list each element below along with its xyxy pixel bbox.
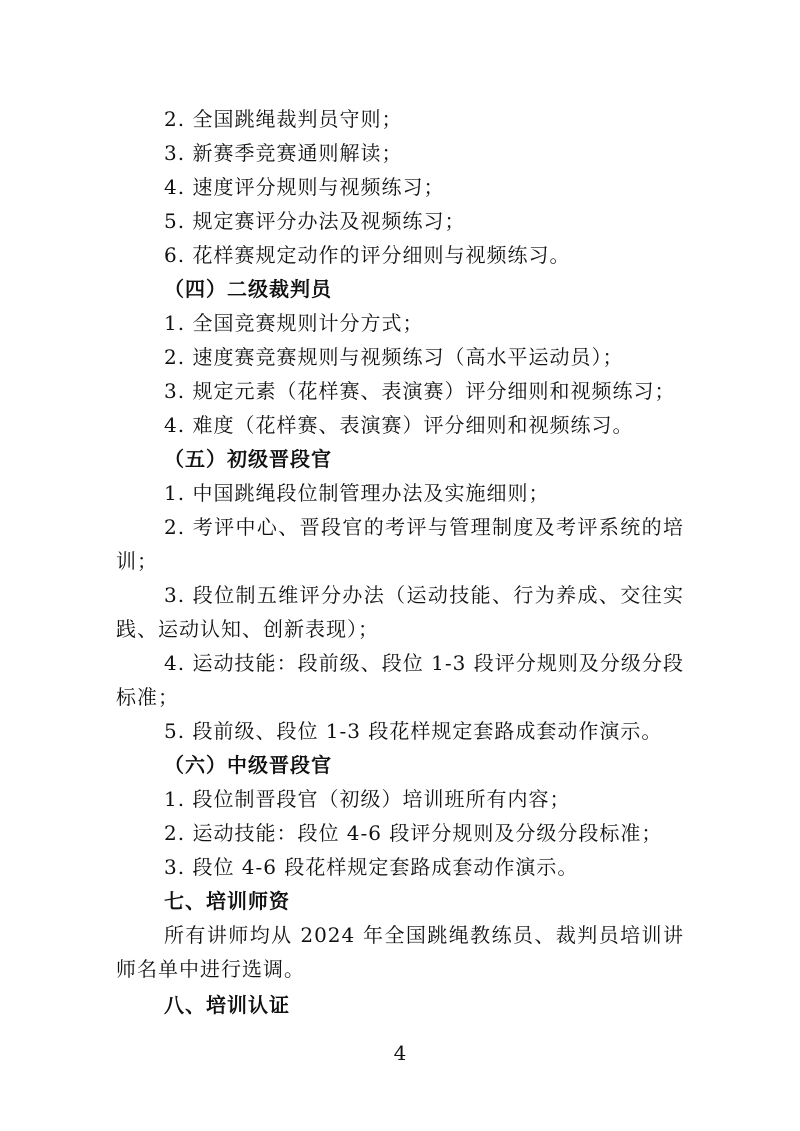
list-item: 2. 考评中心、晋段官的考评与管理制度及考评系统的培 <box>164 515 684 539</box>
list-item: 5. 段前级、段位 1-3 段花样规定套路成套动作演示。 <box>164 719 663 743</box>
list-item: 3. 规定元素（花样赛、表演赛）评分细则和视频练习； <box>164 379 676 403</box>
list-item: 5. 规定赛评分办法及视频练习； <box>164 209 466 233</box>
paragraph-line: 师名单中进行选调。 <box>116 957 305 981</box>
list-item: 3. 段位制五维评分办法（运动技能、行为养成、交往实 <box>164 583 684 607</box>
list-item: 4. 难度（花样赛、表演赛）评分细则和视频练习。 <box>164 413 634 437</box>
list-item-continuation: 标准； <box>116 685 179 709</box>
chapter-heading: 八、培训认证 <box>164 993 290 1017</box>
section-heading: （五）初级晋段官 <box>164 447 332 471</box>
list-item: 3. 段位 4-6 段花样规定套路成套动作演示。 <box>164 855 579 879</box>
list-item: 2. 全国跳绳裁判员守则； <box>164 107 403 131</box>
list-item: 3. 新赛季竞赛通则解读； <box>164 141 403 165</box>
list-item-continuation: 训； <box>116 549 158 573</box>
section-heading: （四）二级裁判员 <box>164 277 332 301</box>
list-item: 2. 运动技能：段位 4-6 段评分规则及分级分段标准； <box>164 821 663 845</box>
page-number: 4 <box>393 1041 407 1065</box>
list-item: 1. 全国竞赛规则计分方式； <box>164 311 424 335</box>
list-item: 4. 速度评分规则与视频练习； <box>164 175 445 199</box>
list-item: 6. 花样赛规定动作的评分细则与视频练习。 <box>164 243 571 267</box>
paragraph-line: 所有讲师均从 2024 年全国跳绳教练员、裁判员培训讲 <box>164 923 684 947</box>
chapter-heading: 七、培训师资 <box>164 889 290 913</box>
list-item: 1. 段位制晋段官（初级）培训班所有内容； <box>164 787 571 811</box>
list-item: 1. 中国跳绳段位制管理办法及实施细则； <box>164 481 550 505</box>
section-heading: （六）中级晋段官 <box>164 753 332 777</box>
list-item: 4. 运动技能：段前级、段位 1-3 段评分规则及分级分段 <box>164 651 684 675</box>
list-item-continuation: 践、运动认知、创新表现）； <box>116 617 379 641</box>
list-item: 2. 速度赛竞赛规则与视频练习（高水平运动员）； <box>164 345 624 369</box>
